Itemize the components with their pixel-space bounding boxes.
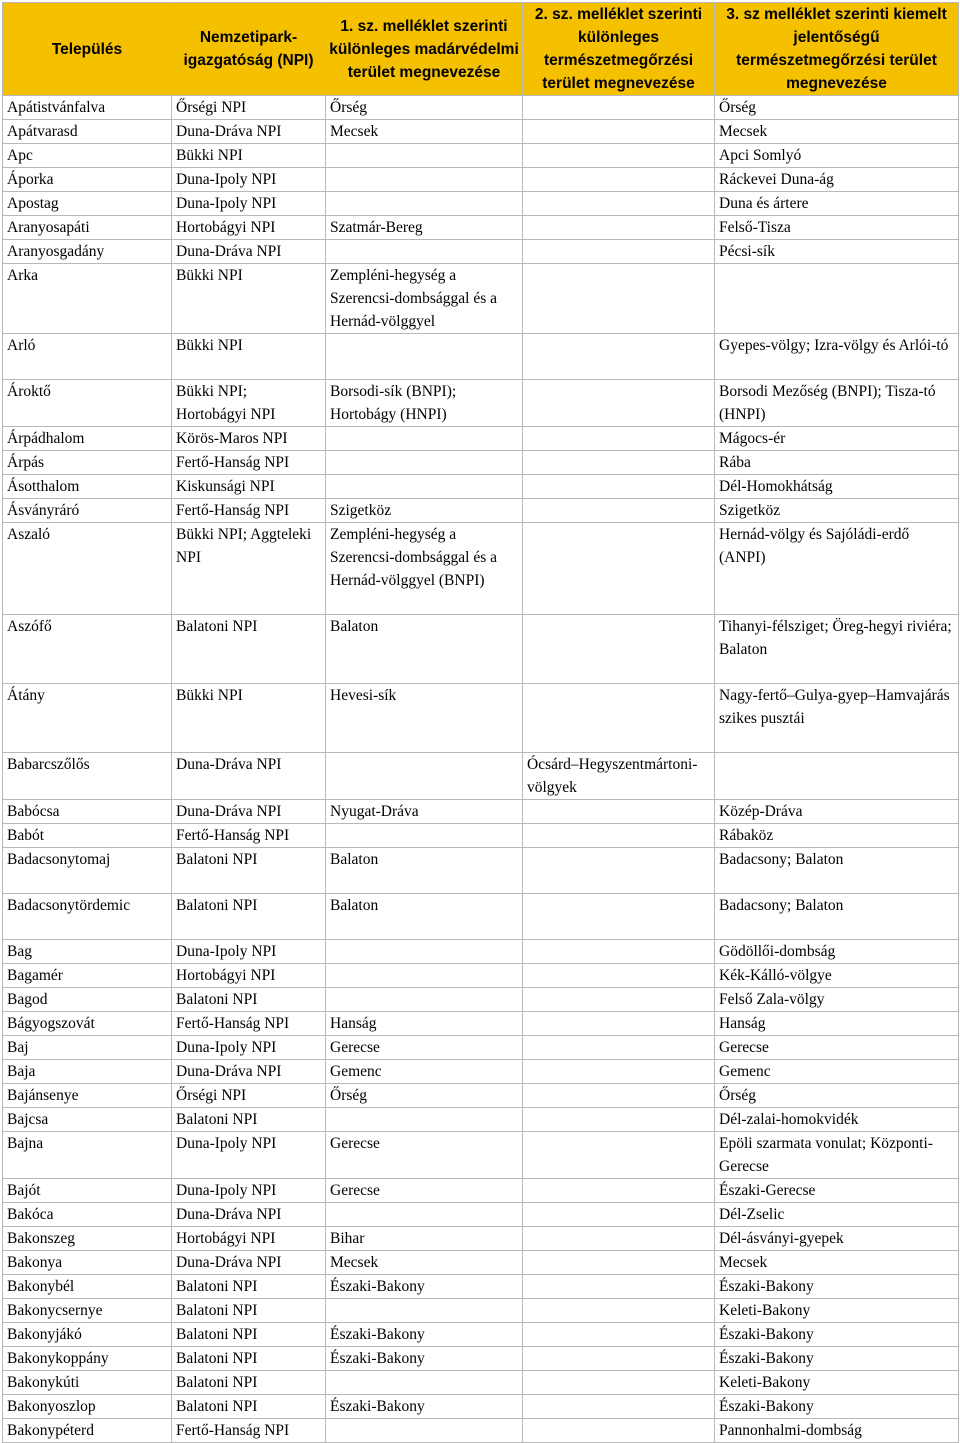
npi-cell: Duna-Ipoly NPI (172, 1179, 326, 1203)
priority-area-cell: Felső Zala-völgy (715, 988, 959, 1012)
conservation-area-cell (523, 1203, 715, 1227)
settlement-cell: Baj (3, 1036, 172, 1060)
bird-area-cell (326, 1108, 523, 1132)
conservation-area-cell (523, 216, 715, 240)
conservation-area-cell (523, 684, 715, 753)
priority-area-cell: Keleti-Bakony (715, 1371, 959, 1395)
npi-cell: Őrségi NPI (172, 1084, 326, 1108)
npi-cell: Duna-Ipoly NPI (172, 168, 326, 192)
settlement-cell: Bakonybél (3, 1275, 172, 1299)
bird-area-cell (326, 168, 523, 192)
settlement-cell: Bakonszeg (3, 1227, 172, 1251)
table-row (3, 120, 959, 144)
conservation-area-cell (523, 427, 715, 451)
bird-area-cell: Zempléni-hegység a Szerencsi-dombsággal és a Hernád-völggyel (BNPI) (326, 523, 523, 615)
settlement-cell: Árpádhalom (3, 427, 172, 451)
priority-area-cell: Rábaköz (715, 824, 959, 848)
npi-cell: Balatoni NPI (172, 1299, 326, 1323)
table-row (3, 240, 959, 264)
npi-cell: Őrségi NPI (172, 96, 326, 120)
priority-area-cell: Ráckevei Duna-ág (715, 168, 959, 192)
npi-cell: Körös-Maros NPI (172, 427, 326, 451)
npi-cell: Balatoni NPI (172, 1323, 326, 1347)
priority-area-cell: Északi-Bakony (715, 1275, 959, 1299)
settlement-cell: Bajna (3, 1132, 172, 1179)
conservation-area-cell (523, 1347, 715, 1371)
priority-area-cell: Felső-Tisza (715, 216, 959, 240)
npi-cell: Duna-Ipoly NPI (172, 1132, 326, 1179)
table-row (3, 1012, 959, 1036)
priority-area-cell: Szigetköz (715, 499, 959, 523)
bird-area-cell: Bihar (326, 1227, 523, 1251)
header-priority-conservation-area: 3. sz melléklet szerinti kiemelt jelentőségű természetmegőrzési terület megnevezése (715, 3, 959, 96)
bird-area-cell: Mecsek (326, 1251, 523, 1275)
conservation-area-cell (523, 264, 715, 334)
priority-area-cell: Hanság (715, 1012, 959, 1036)
settlement-cell: Arló (3, 334, 172, 380)
bird-area-cell: Gerecse (326, 1132, 523, 1179)
bird-area-cell (326, 144, 523, 168)
bird-area-cell: Gemenc (326, 1060, 523, 1084)
priority-area-cell: Gemenc (715, 1060, 959, 1084)
npi-cell: Duna-Dráva NPI (172, 753, 326, 800)
npi-cell: Bükki NPI; Aggteleki NPI (172, 523, 326, 615)
conservation-area-cell (523, 800, 715, 824)
priority-area-cell: Tihanyi-félsziget; Öreg-hegyi riviéra; Balaton (715, 615, 959, 684)
bird-area-cell: Balaton (326, 615, 523, 684)
settlement-cell: Bágyogszovát (3, 1012, 172, 1036)
bird-area-cell (326, 475, 523, 499)
bird-area-cell (326, 1419, 523, 1443)
settlement-cell: Áporka (3, 168, 172, 192)
priority-area-cell: Duna és ártere (715, 192, 959, 216)
priority-area-cell (715, 753, 959, 800)
bird-area-cell (326, 1371, 523, 1395)
priority-area-cell: Dél-Homokhátság (715, 475, 959, 499)
npi-cell: Balatoni NPI (172, 988, 326, 1012)
settlement-cell: Apátvarasd (3, 120, 172, 144)
bird-area-cell: Északi-Bakony (326, 1275, 523, 1299)
header-npi: Nemzetipark-igazgatóság (NPI) (172, 3, 326, 96)
bird-area-cell: Őrség (326, 1084, 523, 1108)
bird-area-cell (326, 1299, 523, 1323)
npi-cell: Fertő-Hanság NPI (172, 451, 326, 475)
table-row (3, 451, 959, 475)
bird-area-cell: Balaton (326, 894, 523, 940)
settlement-cell: Bajót (3, 1179, 172, 1203)
npi-cell: Balatoni NPI (172, 1108, 326, 1132)
priority-area-cell: Északi-Bakony (715, 1323, 959, 1347)
npi-cell: Duna-Ipoly NPI (172, 192, 326, 216)
table-row (3, 894, 959, 940)
conservation-area-cell (523, 894, 715, 940)
table-row (3, 964, 959, 988)
table-row (3, 940, 959, 964)
npi-cell: Bükki NPI (172, 144, 326, 168)
conservation-area-cell (523, 1371, 715, 1395)
npi-cell: Balatoni NPI (172, 1395, 326, 1419)
conservation-area-cell (523, 475, 715, 499)
bird-area-cell (326, 988, 523, 1012)
settlement-cell: Bakóca (3, 1203, 172, 1227)
conservation-area-cell (523, 1227, 715, 1251)
conservation-area-cell (523, 848, 715, 894)
npi-cell: Duna-Dráva NPI (172, 1251, 326, 1275)
settlement-cell: Bajánsenye (3, 1084, 172, 1108)
npi-cell: Fertő-Hanság NPI (172, 824, 326, 848)
npi-cell: Hortobágyi NPI (172, 1227, 326, 1251)
bird-area-cell: Szatmár-Bereg (326, 216, 523, 240)
priority-area-cell: Mecsek (715, 1251, 959, 1275)
conservation-area-cell (523, 824, 715, 848)
conservation-area-cell (523, 96, 715, 120)
settlement-cell: Babócsa (3, 800, 172, 824)
priority-area-cell (715, 264, 959, 334)
priority-area-cell: Badacsony; Balaton (715, 848, 959, 894)
settlement-cell: Aszaló (3, 523, 172, 615)
priority-area-cell: Gödöllői-dombság (715, 940, 959, 964)
priority-area-cell: Apci Somlyó (715, 144, 959, 168)
npi-cell: Fertő-Hanság NPI (172, 1419, 326, 1443)
settlement-cell: Aszófő (3, 615, 172, 684)
table-row (3, 824, 959, 848)
table-row (3, 1084, 959, 1108)
conservation-area-cell (523, 380, 715, 427)
settlement-cell: Bakonycsernye (3, 1299, 172, 1323)
settlement-cell: Babarcszőlős (3, 753, 172, 800)
npi-cell: Fertő-Hanság NPI (172, 499, 326, 523)
table-row (3, 1371, 959, 1395)
bird-area-cell (326, 940, 523, 964)
table-row (3, 216, 959, 240)
bird-area-cell (326, 334, 523, 380)
priority-area-cell: Keleti-Bakony (715, 1299, 959, 1323)
npi-cell: Fertő-Hanság NPI (172, 1012, 326, 1036)
settlement-cell: Badacsonytomaj (3, 848, 172, 894)
priority-area-cell: Dél-ásványi-gyepek (715, 1227, 959, 1251)
table-row (3, 1251, 959, 1275)
priority-area-cell: Badacsony; Balaton (715, 894, 959, 940)
npi-cell: Balatoni NPI (172, 1275, 326, 1299)
npi-cell: Duna-Dráva NPI (172, 1060, 326, 1084)
priority-area-cell: Dél-zalai-homokvidék (715, 1108, 959, 1132)
bird-area-cell (326, 192, 523, 216)
settlement-cell: Apc (3, 144, 172, 168)
table-row (3, 96, 959, 120)
conservation-area-cell (523, 240, 715, 264)
table-row (3, 380, 959, 427)
bird-area-cell: Északi-Bakony (326, 1395, 523, 1419)
npi-cell: Hortobágyi NPI (172, 964, 326, 988)
npi-cell: Balatoni NPI (172, 848, 326, 894)
table-row (3, 848, 959, 894)
conservation-area-cell (523, 451, 715, 475)
bird-area-cell (326, 1203, 523, 1227)
conservation-area-cell (523, 1179, 715, 1203)
settlement-cell: Apátistvánfalva (3, 96, 172, 120)
settlement-cell: Aranyosapáti (3, 216, 172, 240)
conservation-area-cell (523, 615, 715, 684)
priority-area-cell: Mecsek (715, 120, 959, 144)
table-row (3, 1347, 959, 1371)
conservation-area-cell (523, 1012, 715, 1036)
table-row (3, 684, 959, 753)
priority-area-cell: Pécsi-sík (715, 240, 959, 264)
bird-area-cell (326, 753, 523, 800)
conservation-area-cell (523, 1108, 715, 1132)
conservation-area-cell (523, 1084, 715, 1108)
npi-cell: Balatoni NPI (172, 615, 326, 684)
settlement-cell: Bakonyoszlop (3, 1395, 172, 1419)
npi-cell: Balatoni NPI (172, 1347, 326, 1371)
npi-cell: Bükki NPI (172, 684, 326, 753)
settlement-cell: Ároktő (3, 380, 172, 427)
table-row (3, 1323, 959, 1347)
bird-area-cell (326, 824, 523, 848)
priority-area-cell: Mágocs-ér (715, 427, 959, 451)
table-row (3, 499, 959, 523)
bird-area-cell: Gerecse (326, 1179, 523, 1203)
bird-area-cell: Balaton (326, 848, 523, 894)
bird-area-cell (326, 240, 523, 264)
npi-cell: Bükki NPI (172, 264, 326, 334)
settlement-cell: Bagod (3, 988, 172, 1012)
npi-cell: Duna-Dráva NPI (172, 240, 326, 264)
npi-cell: Duna-Dráva NPI (172, 1203, 326, 1227)
npi-cell: Duna-Ipoly NPI (172, 940, 326, 964)
conservation-area-cell (523, 1323, 715, 1347)
priority-area-cell: Kék-Kálló-völgye (715, 964, 959, 988)
settlement-cell: Ásványráró (3, 499, 172, 523)
npi-cell: Balatoni NPI (172, 1371, 326, 1395)
priority-area-cell: Északi-Bakony (715, 1347, 959, 1371)
npi-cell: Balatoni NPI (172, 894, 326, 940)
table-row (3, 1419, 959, 1443)
conservation-area-cell (523, 988, 715, 1012)
table-row (3, 1036, 959, 1060)
table-row (3, 144, 959, 168)
settlement-cell: Badacsonytördemic (3, 894, 172, 940)
settlement-cell: Bakonypéterd (3, 1419, 172, 1443)
table-row (3, 1299, 959, 1323)
bird-area-cell: Zempléni-hegység a Szerencsi-dombsággal és a Hernád-völggyel (326, 264, 523, 334)
settlement-cell: Apostag (3, 192, 172, 216)
priority-area-cell: Közép-Dráva (715, 800, 959, 824)
priority-area-cell: Pannonhalmi-dombság (715, 1419, 959, 1443)
bird-area-cell: Őrség (326, 96, 523, 120)
conservation-area-cell: Ócsárd–Hegyszentmártoni-völgyek (523, 753, 715, 800)
settlement-cell: Bakonyjákó (3, 1323, 172, 1347)
conservation-area-cell (523, 144, 715, 168)
table-row (3, 800, 959, 824)
conservation-area-cell (523, 1395, 715, 1419)
settlement-cell: Bag (3, 940, 172, 964)
table-row (3, 334, 959, 380)
priority-area-cell: Nagy-fertő–Gulya-gyep–Hamvajárás szikes pusztái (715, 684, 959, 753)
settlement-cell: Árpás (3, 451, 172, 475)
table-row (3, 615, 959, 684)
npi-cell: Bükki NPI; Hortobágyi NPI (172, 380, 326, 427)
table-row (3, 168, 959, 192)
table-row (3, 523, 959, 615)
table-row (3, 475, 959, 499)
settlement-cell: Bakonykúti (3, 1371, 172, 1395)
conservation-area-cell (523, 1060, 715, 1084)
header-bird-protection-area: 1. sz. melléklet szerinti különleges madárvédelmi terület megnevezése (326, 3, 523, 96)
npi-cell: Duna-Dráva NPI (172, 800, 326, 824)
bird-area-cell: Északi-Bakony (326, 1347, 523, 1371)
conservation-area-cell (523, 1251, 715, 1275)
table-row (3, 264, 959, 334)
table-row (3, 192, 959, 216)
conservation-area-cell (523, 192, 715, 216)
priority-area-cell: Őrség (715, 1084, 959, 1108)
priority-area-cell: Gerecse (715, 1036, 959, 1060)
priority-area-cell: Dél-Zselic (715, 1203, 959, 1227)
bird-area-cell: Borsodi-sík (BNPI); Hortobágy (HNPI) (326, 380, 523, 427)
table-row (3, 1179, 959, 1203)
priority-area-cell: Rába (715, 451, 959, 475)
table-row (3, 1227, 959, 1251)
table-row (3, 988, 959, 1012)
conservation-area-cell (523, 168, 715, 192)
priority-area-cell: Őrség (715, 96, 959, 120)
npi-cell: Duna-Ipoly NPI (172, 1036, 326, 1060)
priority-area-cell: Északi-Gerecse (715, 1179, 959, 1203)
conservation-area-cell (523, 964, 715, 988)
bird-area-cell: Hevesi-sík (326, 684, 523, 753)
conservation-area-cell (523, 523, 715, 615)
table-header (3, 3, 959, 96)
npi-cell: Bükki NPI (172, 334, 326, 380)
priority-area-cell: Északi-Bakony (715, 1395, 959, 1419)
bird-area-cell: Nyugat-Dráva (326, 800, 523, 824)
settlement-cell: Bagamér (3, 964, 172, 988)
conservation-area-cell (523, 1132, 715, 1179)
table-row (3, 1132, 959, 1179)
table-row (3, 1203, 959, 1227)
settlement-table (2, 2, 959, 1443)
conservation-area-cell (523, 1419, 715, 1443)
conservation-area-cell (523, 1275, 715, 1299)
table-row (3, 1275, 959, 1299)
bird-area-cell: Szigetköz (326, 499, 523, 523)
settlement-cell: Baja (3, 1060, 172, 1084)
settlement-cell: Bakonya (3, 1251, 172, 1275)
conservation-area-cell (523, 120, 715, 144)
bird-area-cell: Hanság (326, 1012, 523, 1036)
table-row (3, 1108, 959, 1132)
conservation-area-cell (523, 1036, 715, 1060)
bird-area-cell: Mecsek (326, 120, 523, 144)
npi-cell: Kiskunsági NPI (172, 475, 326, 499)
bird-area-cell: Északi-Bakony (326, 1323, 523, 1347)
conservation-area-cell (523, 940, 715, 964)
header-row (3, 3, 959, 96)
settlement-cell: Aranyosgadány (3, 240, 172, 264)
conservation-area-cell (523, 499, 715, 523)
conservation-area-cell (523, 1299, 715, 1323)
bird-area-cell (326, 427, 523, 451)
npi-cell: Duna-Dráva NPI (172, 120, 326, 144)
table-row (3, 1060, 959, 1084)
priority-area-cell: Epöli szarmata vonulat; Központi-Gerecse (715, 1132, 959, 1179)
table-row (3, 1395, 959, 1419)
conservation-area-cell (523, 334, 715, 380)
settlement-cell: Átány (3, 684, 172, 753)
table-row (3, 753, 959, 800)
settlement-cell: Bajcsa (3, 1108, 172, 1132)
settlement-cell: Arka (3, 264, 172, 334)
settlement-cell: Babót (3, 824, 172, 848)
priority-area-cell: Hernád-völgy és Sajóládi-erdő (ANPI) (715, 523, 959, 615)
table-body (3, 96, 959, 1443)
table-row (3, 427, 959, 451)
settlement-cell: Bakonykoppány (3, 1347, 172, 1371)
priority-area-cell: Gyepes-völgy; Izra-völgy és Arlói-tó (715, 334, 959, 380)
bird-area-cell: Gerecse (326, 1036, 523, 1060)
bird-area-cell (326, 451, 523, 475)
bird-area-cell (326, 964, 523, 988)
header-settlement: Település (3, 3, 172, 96)
settlement-cell: Ásotthalom (3, 475, 172, 499)
priority-area-cell: Borsodi Mezőség (BNPI); Tisza-tó (HNPI) (715, 380, 959, 427)
header-special-conservation-area: 2. sz. melléklet szerinti különleges természetmegőrzési terület megnevezése (523, 3, 715, 96)
npi-cell: Hortobágyi NPI (172, 216, 326, 240)
